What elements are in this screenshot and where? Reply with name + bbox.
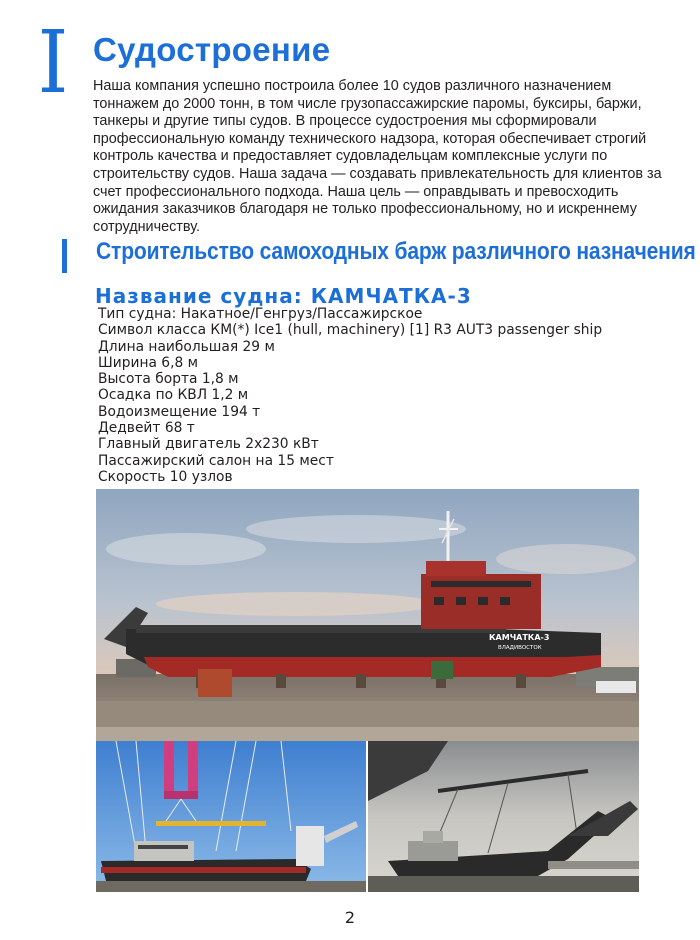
spec-item: Ширина 6,8 м [98, 354, 199, 371]
spec-item: Водоизмещение 194 т [98, 403, 261, 420]
spec-item: Длина наибольшая 29 м [98, 338, 275, 355]
subsection-marker [62, 239, 67, 273]
crane-lift-photo [96, 741, 366, 892]
section-numeral: I [37, 13, 69, 113]
subsection-title: Строительство самоходных барж различного назначения [96, 238, 696, 265]
spec-item: Главный двигатель 2х230 кВт [98, 436, 319, 453]
hull-name-label: КАМЧАТКА-3 [489, 633, 550, 642]
spec-item: Тип судна: Накатное/Генгруз/Пассажирское [98, 306, 423, 322]
page-number: 2 [344, 908, 356, 927]
spec-item: Пассажирский салон на 15 мест [98, 452, 334, 469]
spec-item: Высота борта 1,8 м [98, 371, 239, 388]
spec-item: Символ класса КМ(*) Ice1 (hull, machinery) [1] R3 AUT3 passenger ship [98, 322, 603, 339]
spec-item: Скорость 10 узлов [98, 468, 233, 485]
vessel-name: Название судна: КАМЧАТКА-3 [95, 284, 472, 308]
spec-item: Осадка по КВЛ 1,2 м [98, 387, 249, 404]
intro-paragraph: Наша компания успешно построила более 10 судов различного назначением тоннажем до 2000 тонн, в том числе грузопассажирские паромы, буксиры, баржи, танкеры и другие типы судов. В процессе судостроения мы сформировали профессиональную команду технического надзора, которая обеспечивает строгий контроль качества и предоставляет судовладельцам комплексные услуги по строительству судов. Наша задача — создавать привлекательность для клиентов за счет профессионального подхода. Наша цель — оправдывать и превосходить ожидания заказчиков благодаря не только профессиональному, но и искреннему сотрудничеству. [93, 78, 662, 235]
spec-item: Дедвейт 68 т [98, 420, 195, 437]
hull-port-label: ВЛАДИВОСТОК [498, 645, 542, 651]
spec-list [98, 306, 602, 485]
barge-shipyard-photo [96, 489, 639, 741]
barge-launch-photo [368, 741, 639, 892]
page-title: Судостроение [93, 31, 331, 68]
